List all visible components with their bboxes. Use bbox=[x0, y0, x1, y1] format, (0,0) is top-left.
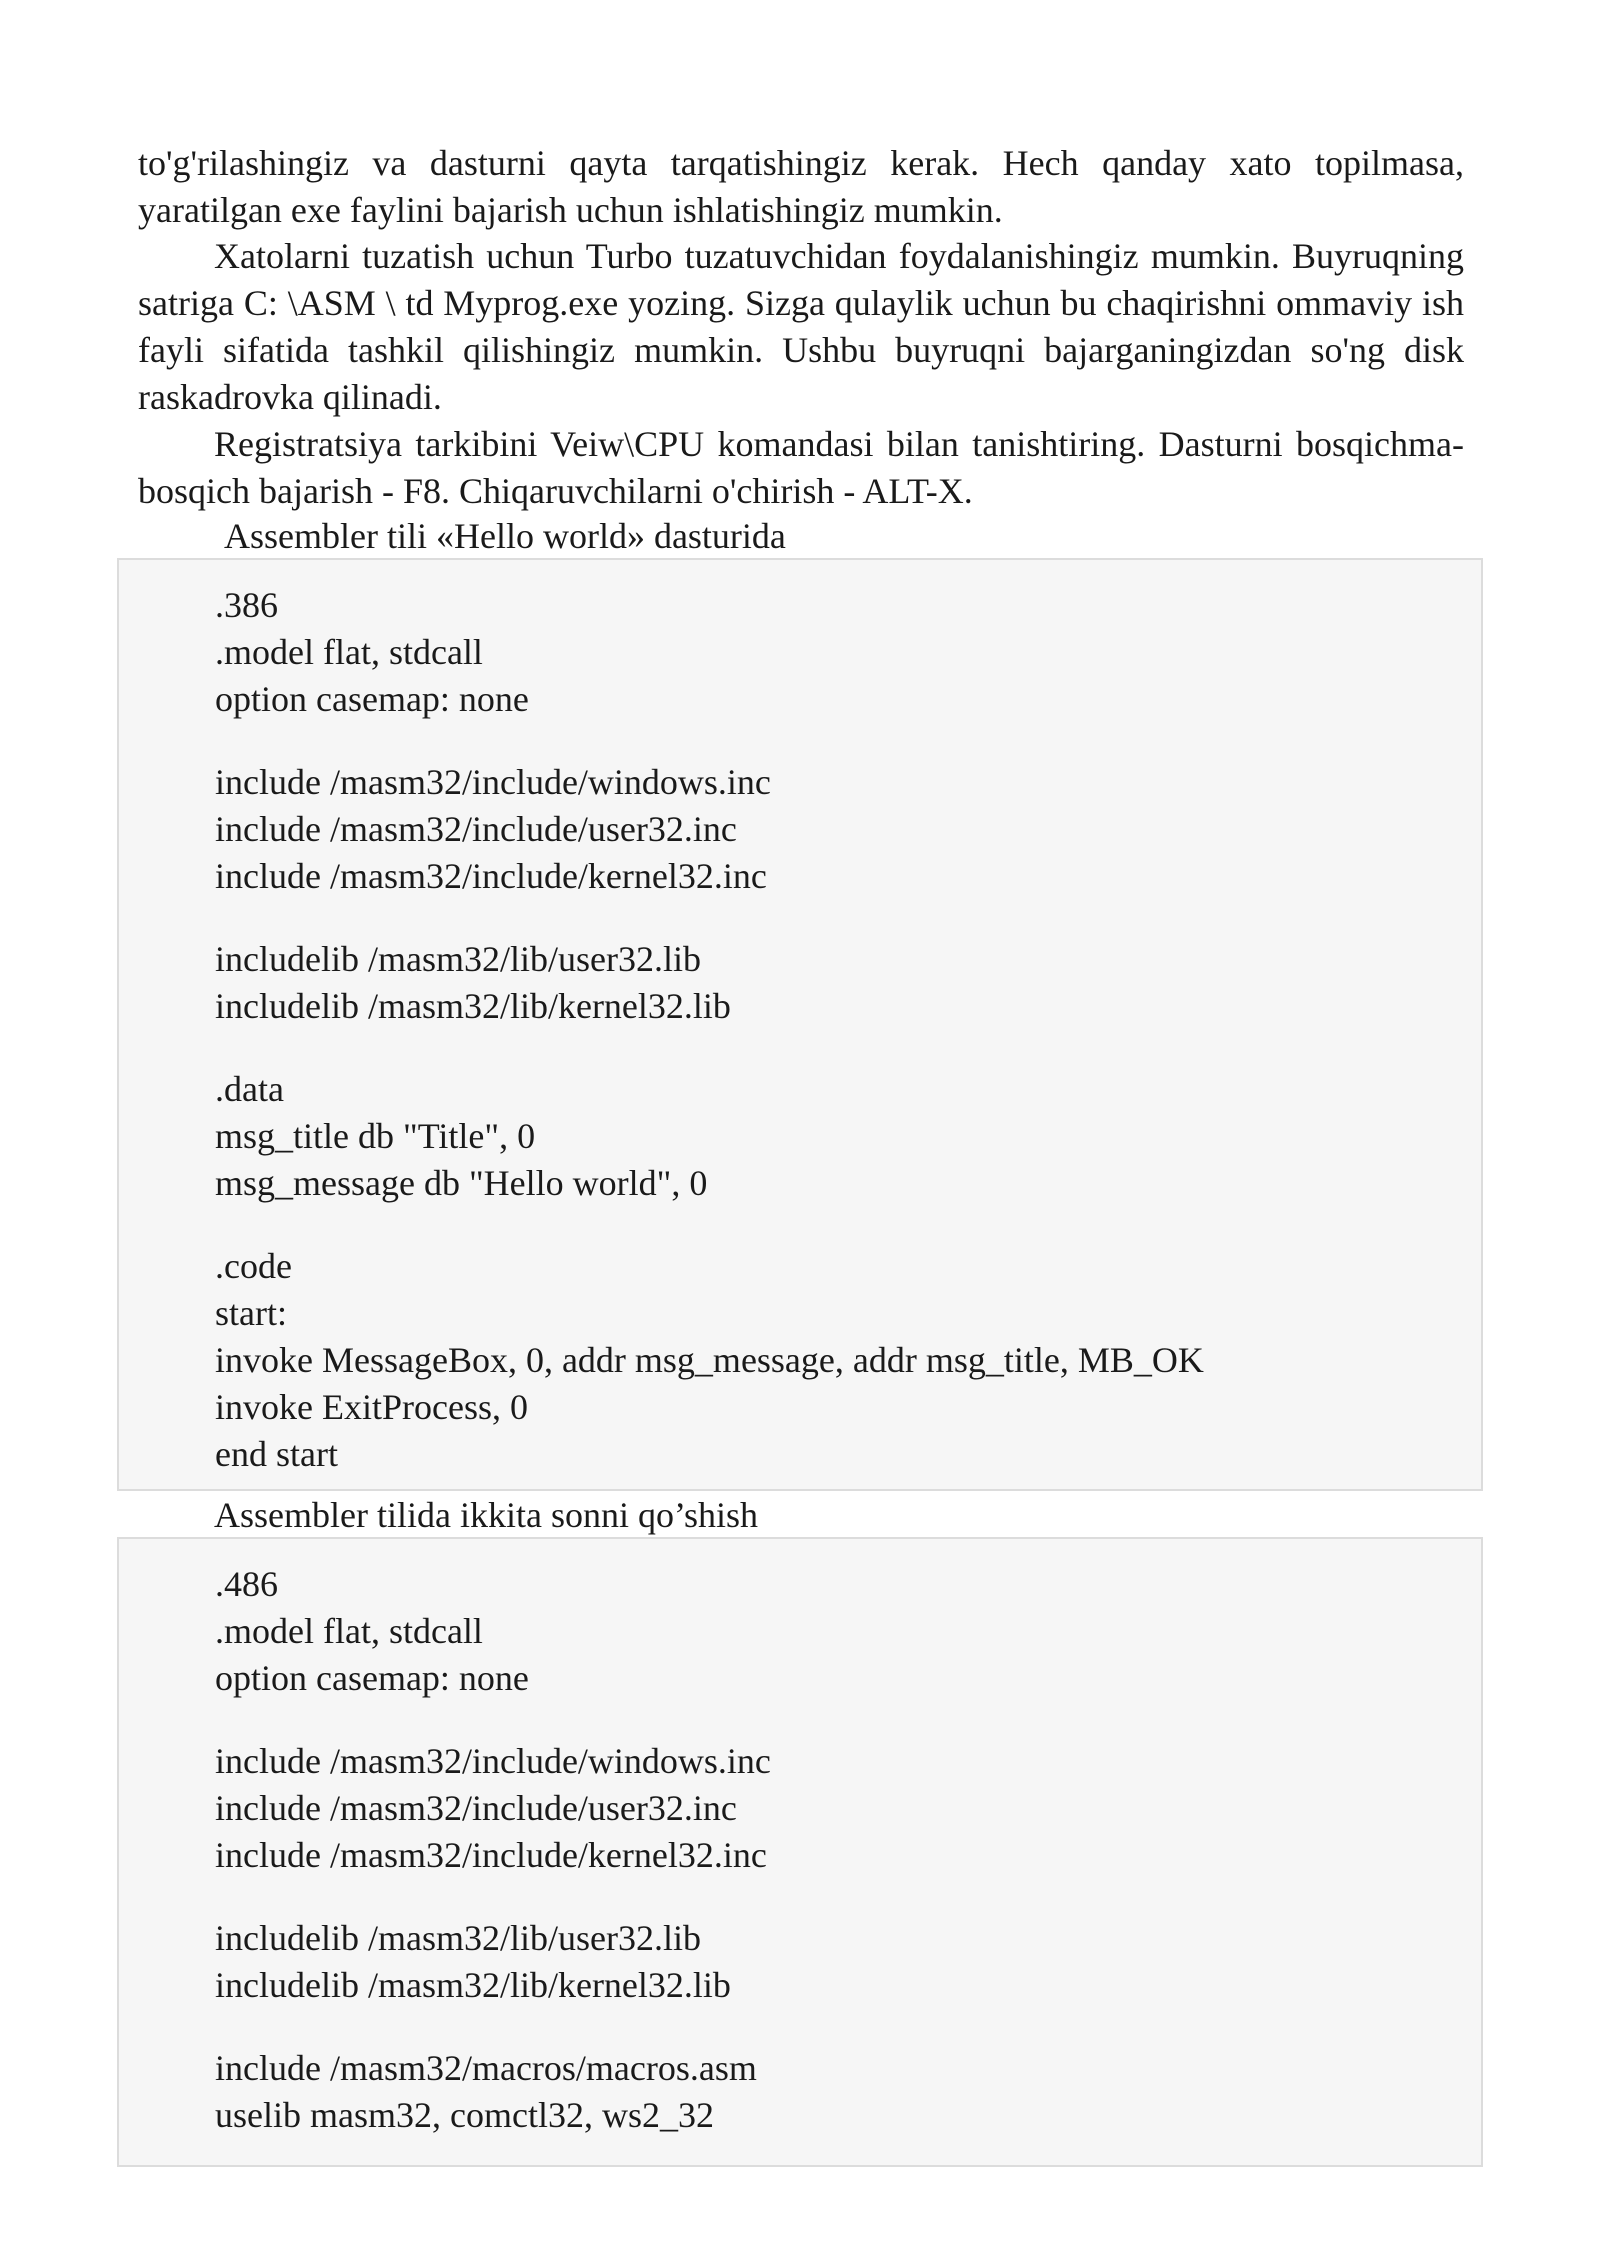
code-group-gap bbox=[215, 1030, 1204, 1066]
code-group-gap bbox=[215, 1879, 771, 1915]
code-line: .code bbox=[215, 1246, 292, 1286]
code-line: uselib masm32, comctl32, ws2_32 bbox=[215, 2095, 714, 2135]
paragraph-intro: to'g'rilashingiz va dasturni qayta tarqatishingiz kerak. Hech qanday xato topilmasa, yaratilgan exe faylini bajarish uchun ishlatishingiz mumkin. bbox=[138, 143, 1464, 230]
code-line: .model flat, stdcall bbox=[215, 1611, 483, 1651]
example2-caption: Assembler tilida ikkita sonni qo’shish bbox=[214, 1495, 758, 1535]
code-listing-hello-world bbox=[215, 582, 1204, 1478]
paragraph-registers: Registratsiya tarkibini Veiw\CPU komandasi bilan tanishtiring. Dasturni bosqichma-bosqich bajarish - F8. Chiqaruvchilarni o'chirish - ALT-X. bbox=[138, 424, 1464, 511]
code-line: invoke MessageBox, 0, addr msg_message, addr msg_title, MB_OK bbox=[215, 1340, 1204, 1380]
example1-caption: Assembler tili «Hello world» dasturida bbox=[224, 516, 786, 556]
code-group-gap bbox=[215, 2009, 771, 2045]
code-line: msg_title db "Title", 0 bbox=[215, 1116, 536, 1156]
code-block-hello-world bbox=[117, 558, 1483, 1491]
code-group-gap bbox=[215, 1207, 1204, 1243]
code-line: includelib /masm32/lib/user32.lib bbox=[215, 1918, 701, 1958]
code-line: .486 bbox=[215, 1564, 278, 1604]
code-line: includelib /masm32/lib/kernel32.lib bbox=[215, 986, 731, 1026]
code-line: include /masm32/macros/macros.asm bbox=[215, 2048, 757, 2088]
code-line: includelib /masm32/lib/user32.lib bbox=[215, 939, 701, 979]
code-group-gap bbox=[215, 1702, 771, 1738]
code-line: option casemap: none bbox=[215, 1658, 529, 1698]
code-line: include /masm32/include/kernel32.inc bbox=[215, 1835, 767, 1875]
code-line: msg_message db "Hello world", 0 bbox=[215, 1163, 708, 1203]
code-line: start: bbox=[215, 1293, 287, 1333]
code-line: include /masm32/include/kernel32.inc bbox=[215, 856, 767, 896]
code-line: .386 bbox=[215, 585, 278, 625]
code-group-gap bbox=[215, 900, 1204, 936]
code-group-gap bbox=[215, 723, 1204, 759]
code-line: include /masm32/include/user32.inc bbox=[215, 809, 737, 849]
code-line: option casemap: none bbox=[215, 679, 529, 719]
code-listing-add-numbers bbox=[215, 1561, 771, 2139]
code-line: includelib /masm32/lib/kernel32.lib bbox=[215, 1965, 731, 2005]
paragraph-debugger: Xatolarni tuzatish uchun Turbo tuzatuvchidan foydalanishingiz mumkin. Buyruqning satriga C: \ASM \ td Myprog.exe yozing. Sizga qulaylik uchun bu chaqirishni ommaviy ish fayli sifatida tashkil qilishingiz mumkin. Ushbu buyruqni bajarganingizdan so'ng disk raskadrovka qilinadi. bbox=[138, 236, 1464, 417]
code-line: include /masm32/include/windows.inc bbox=[215, 762, 771, 802]
code-block-add-numbers bbox=[117, 1537, 1483, 2167]
code-line: .data bbox=[215, 1069, 284, 1109]
code-line: .model flat, stdcall bbox=[215, 632, 483, 672]
code-line: include /masm32/include/windows.inc bbox=[215, 1741, 771, 1781]
code-line: include /masm32/include/user32.inc bbox=[215, 1788, 737, 1828]
code-line: end start bbox=[215, 1434, 338, 1474]
code-line: invoke ExitProcess, 0 bbox=[215, 1387, 528, 1427]
